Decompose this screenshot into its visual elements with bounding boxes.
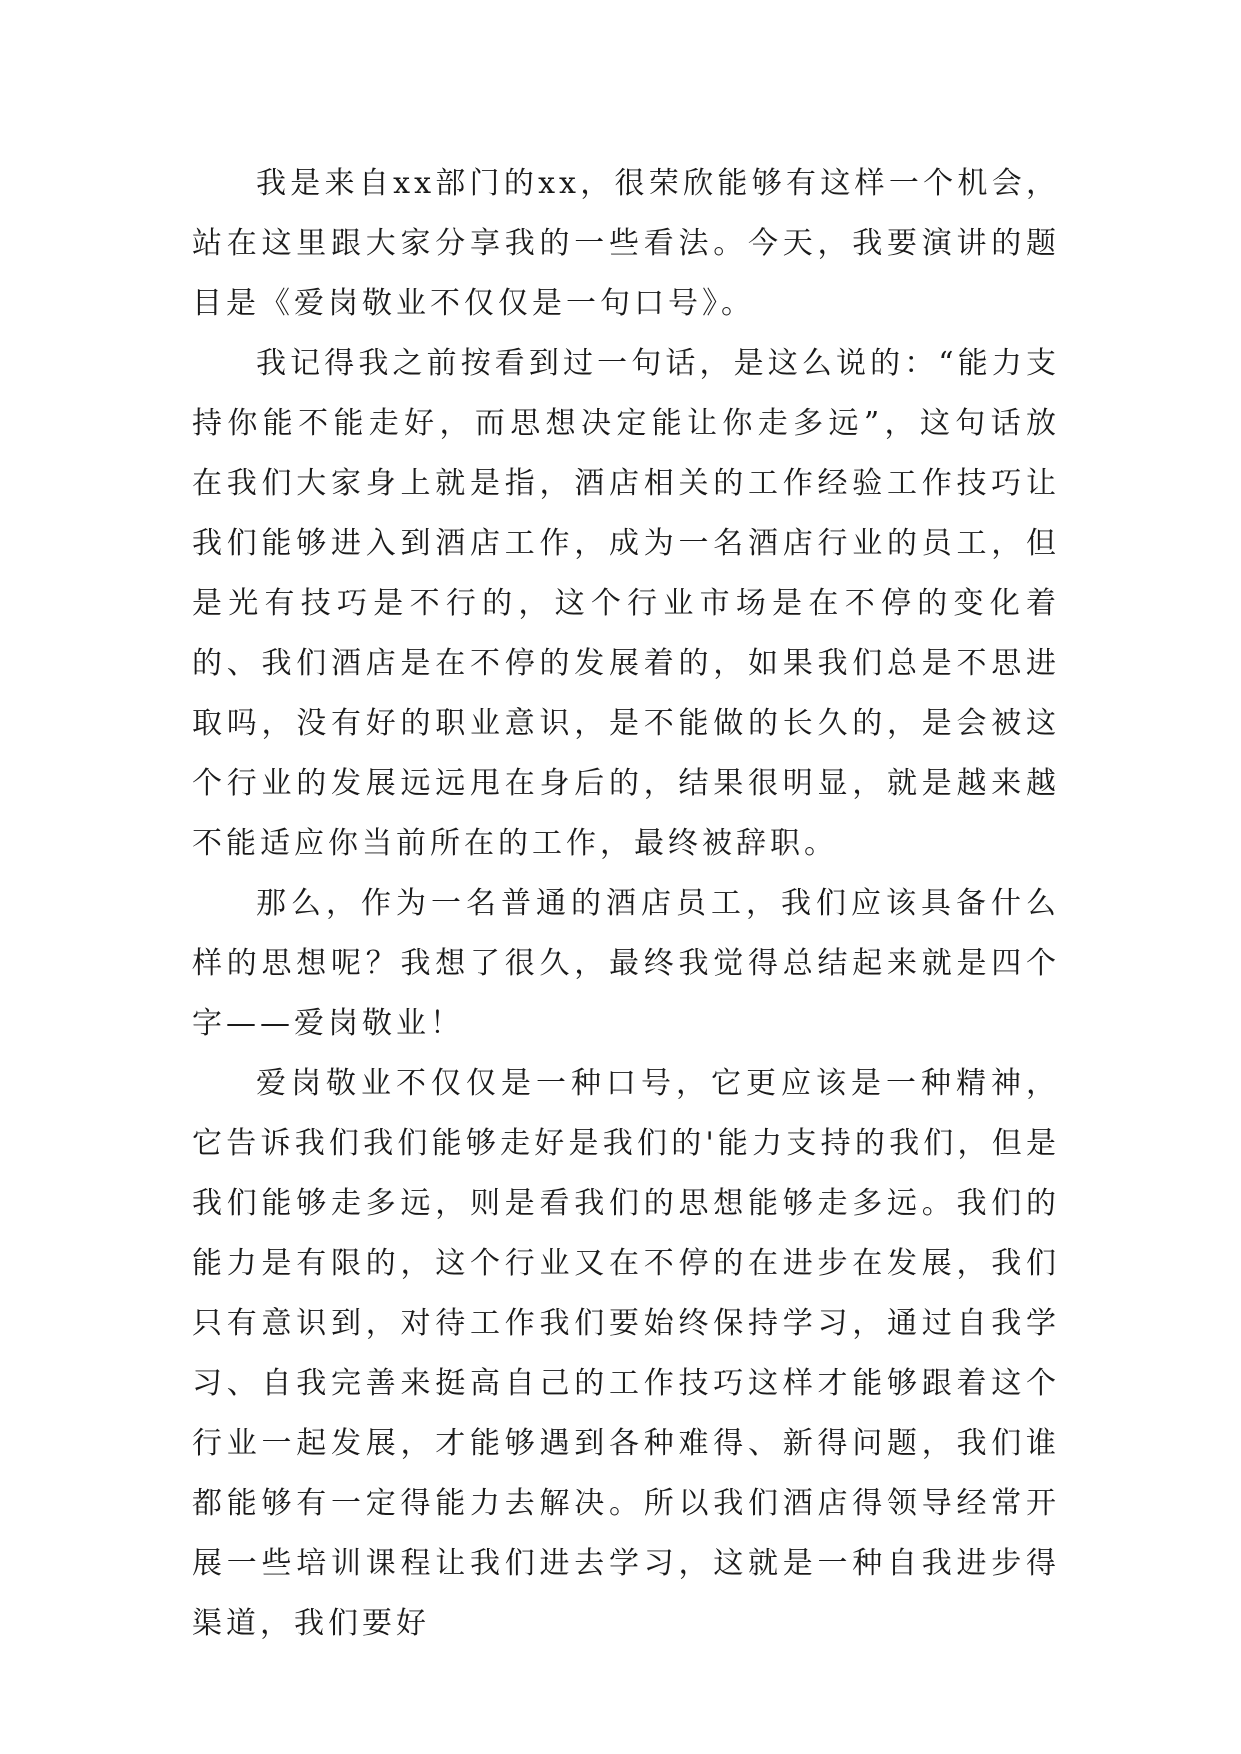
paragraph-3: 那么，作为一名普通的酒店员工，我们应该具备什么样的思想呢？我想了很久，最终我觉得总结起来就是四个字——爱岗敬业！ [192,886,1060,1041]
paragraph-1: 我是来自xx部门的xx，很荣欣能够有这样一个机会，站在这里跟大家分享我的一些看法。今天，我要演讲的题目是《爱岗敬业不仅仅是一句口号》。 [192,166,1060,321]
paragraph-4: 爱岗敬业不仅仅是一种口号，它更应该是一种精神，它告诉我们我们能够走好是我们的'能力支持的我们，但是我们能够走多远，则是看我们的思想能够走多远。我们的能力是有限的，这个行业又在不停的在进步在发展，我们只有意识到，对待工作我们要始终保持学习，通过自我学习、自我完善来挺高自己的工作技巧这样才能够跟着这个行业一起发展，才能够遇到各种难得、新得问题，我们谁都能够有一定得能力去解决。所以我们酒店得领导经常开展一些培训课程让我们进去学习，这就是一种自我进步得渠道，我们要好 [192,1066,1060,1641]
paragraph-2: 我记得我之前按看到过一句话，是这么说的：“能力支持你能不能走好，而思想决定能让你走多远”，这句话放在我们大家身上就是指，酒店相关的工作经验工作技巧让我们能够进入到酒店工作，成为一名酒店行业的员工，但是光有技巧是不行的，这个行业市场是在不停的变化着的、我们酒店是在不停的发展着的，如果我们总是不思进取吗，没有好的职业意识，是不能做的长久的，是会被这个行业的发展远远甩在身后的，结果很明显，就是越来越不能适应你当前所在的工作，最终被辞职。 [192,346,1060,861]
document-body [192,154,1060,1654]
